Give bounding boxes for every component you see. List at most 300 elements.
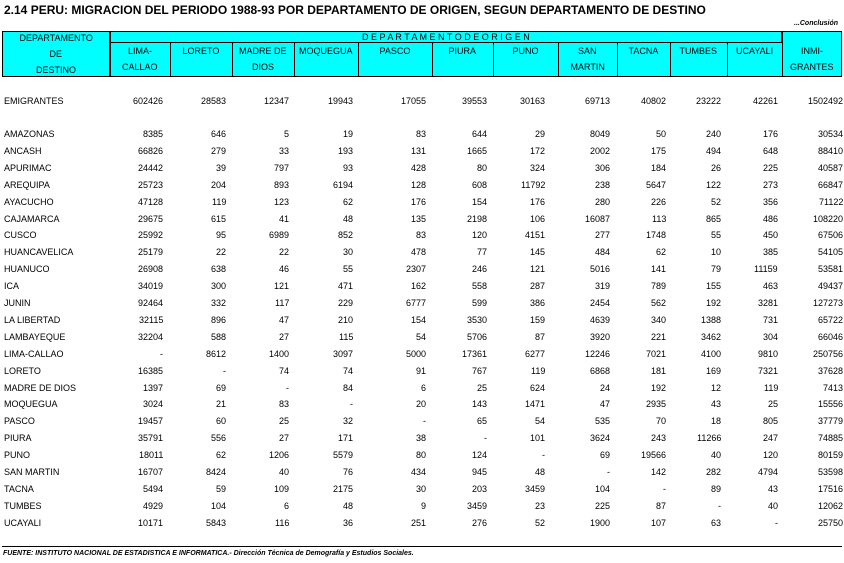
table-row-cell: 5494	[143, 483, 164, 494]
table-row-cell: 41	[279, 213, 290, 224]
table-row-cell: 154	[411, 314, 427, 325]
table-row-cell: 615	[211, 213, 227, 224]
table-row-cell: 176	[530, 196, 546, 207]
table-row-cell: 8385	[143, 129, 164, 139]
emigrantes-row-cell: 23222	[696, 96, 722, 106]
table-row-cell: 22	[216, 247, 227, 258]
table-row-cell: 35791	[138, 433, 164, 444]
table-row-cell: 5	[284, 129, 290, 139]
table-row-cell: 18	[711, 416, 722, 427]
table-row-cell: 40	[768, 500, 779, 511]
table-row-cell: 4100	[701, 348, 722, 359]
table-row-label: JUNIN	[4, 298, 31, 308]
table-row-cell: 276	[472, 517, 488, 528]
table-row-cell: 63	[711, 517, 722, 528]
table-row-label: LAMBAYEQUE	[4, 331, 66, 342]
table-row-cell: 62	[343, 196, 354, 207]
table-row-cell: -	[286, 382, 289, 393]
table-row-cell: 287	[530, 281, 546, 292]
table-row-cell: 20	[416, 399, 427, 410]
table-row-label: LORETO	[4, 365, 41, 376]
table-row-cell: 15556	[818, 399, 844, 410]
table-row-cell: 176	[411, 196, 427, 207]
table-row-cell: 122	[706, 179, 722, 190]
table-row-cell: 32	[343, 416, 354, 427]
origen-column-label: MADRE DE	[239, 46, 287, 56]
table-row-cell: 26908	[138, 264, 164, 275]
table-row-cell: 896	[211, 314, 227, 325]
emigrantes-row-cell: 40802	[641, 96, 667, 106]
table-row-cell: 116	[275, 517, 290, 528]
table-row-cell: 104	[211, 500, 227, 511]
table-row-cell: 8049	[590, 129, 611, 139]
table-row-label: MOQUEGUA	[4, 399, 58, 410]
table-row-cell: 121	[274, 281, 290, 292]
table-row-cell: 494	[706, 145, 722, 156]
table-row-cell: 3097	[333, 348, 354, 359]
table-row-cell: 83	[416, 230, 427, 241]
table-row-cell: 77	[477, 247, 488, 258]
table-title: 2.14 PERU: MIGRACION DEL PERIODO 1988-93 POR DEPARTAMENTO DE ORIGEN, SEGUN DEPARTAMENTO DE DESTINO	[4, 3, 706, 17]
table-row-cell: 2198	[467, 213, 488, 224]
table-row-cell: 193	[338, 145, 354, 156]
table-row-cell: 23	[535, 500, 546, 511]
table-row-cell: 135	[411, 213, 427, 224]
table-row-cell: 1748	[646, 230, 667, 241]
table-row-cell: 5647	[646, 179, 667, 190]
table-row-cell: 66046	[818, 331, 844, 342]
table-row-cell: 6	[421, 382, 427, 393]
emigrantes-row-cell: 30163	[520, 96, 546, 106]
table-row-cell: 47	[600, 399, 611, 410]
table-row-cell: 19457	[138, 416, 164, 427]
table-row-cell: 356	[763, 196, 779, 207]
table-row-label: PUNO	[4, 450, 31, 461]
origen-column-label: DIOS	[252, 62, 275, 72]
table-row-cell: 599	[472, 298, 488, 308]
table-row-cell: 4639	[590, 314, 611, 325]
table-row-cell: 6777	[406, 298, 427, 308]
table-row-cell: 1388	[701, 314, 722, 325]
table-row-cell: 280	[595, 196, 611, 207]
origen-column-label: MOQUEGUA	[299, 46, 353, 56]
table-row-cell: 87	[535, 331, 546, 342]
table-row-cell: 62	[656, 247, 667, 258]
source-footnote: FUENTE: INSTITUTO NACIONAL DE ESTADISTICA E INFORMATICA.- Dirección Técnica de Demografía y Estudios Sociales.	[3, 550, 414, 557]
table-row-cell: 3459	[467, 500, 488, 511]
table-row-cell: 48	[343, 500, 354, 511]
table-row-cell: 59	[216, 483, 227, 494]
table-row-cell: 83	[416, 129, 427, 139]
table-row-cell: 945	[472, 467, 488, 477]
table-row-cell: 21	[216, 399, 227, 410]
table-row-cell: 87	[656, 500, 667, 511]
table-row-cell: 17361	[462, 348, 488, 359]
table-row-cell: 10171	[138, 517, 164, 528]
table-row-cell: -	[542, 450, 545, 461]
table-row-cell: 142	[651, 467, 667, 477]
table-row-label: TACNA	[4, 483, 34, 494]
table-row-cell: 1900	[590, 517, 611, 528]
table-row-cell: 83	[279, 399, 290, 410]
table-row-cell: 731	[763, 314, 779, 325]
table-row-label: LA LIBERTAD	[4, 314, 61, 325]
table-row-cell: 4151	[525, 230, 546, 241]
table-row-cell: 3624	[590, 433, 611, 444]
table-row-cell: 80	[477, 162, 488, 173]
table-row-cell: -	[423, 416, 426, 427]
table-row-cell: 3024	[143, 399, 164, 410]
table-row-cell: 48	[535, 467, 546, 477]
table-row-cell: 37628	[818, 365, 844, 376]
table-row-cell: 203	[472, 483, 488, 494]
emigrantes-row-cell: 17055	[401, 96, 427, 106]
origen-column-label: TUMBES	[679, 46, 718, 56]
table-row-cell: 40	[279, 467, 290, 477]
table-row-cell: 608	[472, 179, 488, 190]
table-row-cell: 852	[338, 230, 354, 241]
table-row-label: AYACUCHO	[4, 196, 54, 207]
table-row-cell: 145	[530, 247, 546, 258]
table-row-cell: 40	[711, 450, 722, 461]
table-row-cell: 115	[339, 331, 354, 342]
table-row-cell: 3920	[590, 331, 611, 342]
table-row-cell: 109	[274, 483, 290, 494]
table-row-cell: 66826	[138, 145, 164, 156]
table-row-cell: 192	[651, 382, 667, 393]
table-row-cell: 25	[768, 399, 779, 410]
table-row-cell: 644	[472, 129, 488, 139]
table-row-cell: 204	[211, 179, 227, 190]
table-row-cell: 37779	[818, 416, 844, 427]
total-header-label: GRANTES	[790, 62, 834, 72]
table-row-cell: 95	[216, 230, 227, 241]
table-row-cell: 48	[343, 213, 354, 224]
table-row-cell: 273	[763, 179, 779, 190]
table-row-cell: 4929	[143, 500, 164, 511]
table-row-cell: 6	[284, 500, 290, 511]
origen-column-label: SAN	[578, 46, 597, 56]
table-row-cell: 4794	[758, 467, 779, 477]
table-row-cell: 76	[343, 467, 354, 477]
table-row-cell: 54	[416, 331, 427, 342]
table-row-cell: 8424	[206, 467, 227, 477]
table-row-cell: 11266	[697, 433, 722, 444]
table-row-cell: 159	[530, 314, 546, 325]
origen-column-label: CALLAO	[122, 62, 158, 72]
table-row-cell: 251	[411, 517, 427, 528]
table-row-label: CAJAMARCA	[4, 213, 60, 224]
table-row-cell: 69	[216, 382, 227, 393]
table-row-cell: 478	[411, 247, 427, 258]
table-row-cell: 450	[763, 230, 779, 241]
table-row-cell: 5000	[406, 348, 427, 359]
table-row-cell: 47128	[138, 196, 164, 207]
table-row-cell: 434	[411, 467, 427, 477]
origen-column-label: PUNO	[512, 46, 539, 56]
table-row-label: ANCASH	[4, 145, 42, 156]
table-row-cell: 40587	[818, 162, 844, 173]
emigrantes-row-cell: 42261	[753, 96, 779, 106]
table-row-cell: 66847	[818, 179, 844, 190]
table-row-cell: 12246	[585, 348, 611, 359]
table-row-cell: 7413	[823, 382, 844, 393]
table-row-cell: -	[484, 433, 487, 444]
table-row-cell: 428	[411, 162, 427, 173]
origen-column-label: PIURA	[448, 46, 477, 56]
table-row-cell: 80	[416, 450, 427, 461]
table-row-cell: 119	[764, 382, 779, 393]
table-row-cell: 55	[711, 230, 722, 241]
table-row-cell: 1665	[467, 145, 488, 156]
table-row-cell: 1397	[143, 382, 164, 393]
table-row-cell: -	[718, 500, 721, 511]
table-row-cell: 39	[216, 162, 227, 173]
table-row-cell: 50	[656, 129, 667, 139]
table-row-cell: 69	[600, 450, 611, 461]
table-row-cell: 340	[651, 314, 667, 325]
table-row-cell: 229	[338, 298, 354, 308]
table-row-cell: 19	[343, 129, 354, 139]
table-row-cell: 3462	[701, 331, 722, 342]
table-row-cell: 162	[411, 281, 427, 292]
table-row-label: APURIMAC	[4, 162, 52, 173]
table-row-cell: -	[775, 517, 778, 528]
table-row-cell: 108220	[813, 213, 844, 224]
emigrantes-row-label: EMIGRANTES	[4, 96, 64, 106]
table-row-cell: 49437	[818, 281, 844, 292]
table-row-label: AREQUIPA	[4, 179, 50, 190]
table-row-cell: 74	[343, 365, 354, 376]
table-row-label: ICA	[4, 281, 20, 292]
table-row-cell: 25	[477, 382, 488, 393]
table-row-cell: 9810	[758, 348, 779, 359]
table-row-label: LIMA-CALLAO	[4, 348, 64, 359]
table-row-label: MADRE DE DIOS	[4, 382, 77, 393]
table-row-cell: 88410	[818, 145, 844, 156]
table-row-cell: 54105	[818, 247, 844, 258]
table-row-cell: 2935	[646, 399, 667, 410]
emigrantes-row-cell: 69713	[585, 96, 611, 106]
table-row-cell: -	[663, 483, 666, 494]
table-row-cell: 104	[595, 483, 611, 494]
table-row-cell: 34019	[138, 281, 164, 292]
table-row-cell: 101	[530, 433, 546, 444]
origen-band-label: D E P A R T A M E N T O D E O R I G E N	[362, 32, 530, 42]
table-row-cell: 70	[656, 416, 667, 427]
origen-column-label: PASCO	[379, 46, 411, 56]
table-row-cell: 30	[343, 247, 354, 258]
table-row-cell: 67506	[818, 230, 844, 241]
table-row-cell: 767	[472, 365, 488, 376]
table-row-label: UCAYALI	[4, 517, 42, 528]
emigrantes-row-cell: 602426	[133, 96, 164, 106]
total-header-label: INMI-	[801, 46, 823, 56]
table-row-cell: 32115	[139, 314, 164, 325]
table-row-cell: 1206	[269, 450, 290, 461]
table-row-cell: 131	[411, 145, 427, 156]
table-row-cell: 62	[216, 450, 227, 461]
table-row-cell: 6277	[525, 348, 546, 359]
table-row-cell: 119	[212, 196, 227, 207]
table-row-cell: 55	[343, 264, 354, 275]
table-row-cell: 12	[711, 382, 722, 393]
table-row-cell: 1471	[525, 399, 546, 410]
table-row-cell: 121	[530, 264, 546, 275]
table-row-cell: 2307	[406, 264, 427, 275]
table-row-cell: 865	[706, 213, 722, 224]
table-row-cell: 113	[652, 213, 667, 224]
table-row-cell: 169	[706, 365, 722, 376]
footer-divider	[2, 546, 842, 547]
table-row-cell: 7321	[758, 365, 779, 376]
table-row-cell: 17516	[818, 483, 844, 494]
table-row-cell: 3459	[525, 483, 546, 494]
table-row-cell: 47	[279, 314, 290, 325]
destino-header-label: DEPARTAMENTO	[19, 33, 93, 43]
table-row-cell: 2002	[590, 145, 611, 156]
table-row-cell: 29	[535, 129, 546, 139]
table-row-cell: 171	[338, 433, 354, 444]
table-row-cell: 176	[763, 129, 779, 139]
emigrantes-row-cell: 12347	[264, 96, 290, 106]
table-row-cell: 3281	[758, 298, 779, 308]
table-row-cell: 120	[763, 450, 779, 461]
table-row-cell: 11792	[521, 179, 546, 190]
table-row-cell: 16385	[138, 365, 164, 376]
table-row-label: PIURA	[4, 433, 32, 444]
table-row-cell: 5016	[590, 264, 611, 275]
table-row-cell: 484	[595, 247, 611, 258]
table-row-cell: 181	[651, 365, 667, 376]
table-row-cell: 648	[763, 145, 779, 156]
table-row-cell: 123	[274, 196, 290, 207]
table-row-cell: 306	[595, 162, 611, 173]
table-row-cell: -	[607, 467, 610, 477]
table-row-cell: 46	[279, 264, 290, 275]
table-row-cell: 43	[711, 399, 722, 410]
table-row-cell: 556	[211, 433, 227, 444]
table-row-cell: 282	[706, 467, 722, 477]
table-row-cell: 80159	[818, 450, 844, 461]
table-row-cell: 558	[472, 281, 488, 292]
table-row-cell: -	[350, 399, 353, 410]
table-row-cell: 250756	[813, 348, 844, 359]
table-row-cell: 638	[211, 264, 227, 275]
table-row-cell: 27	[279, 331, 290, 342]
destino-header-label: DE	[49, 49, 63, 59]
table-row-cell: 324	[530, 162, 546, 173]
table-row-cell: 71122	[819, 196, 844, 207]
table-row-cell: 279	[211, 145, 227, 156]
table-row-cell: 60	[216, 416, 227, 427]
table-row-cell: 210	[338, 314, 354, 325]
table-row-cell: 32204	[138, 331, 164, 342]
table-row-cell: 225	[595, 500, 611, 511]
table-row-cell: 6868	[590, 365, 611, 376]
table-row-cell: 19566	[641, 450, 667, 461]
table-row-cell: 119	[531, 365, 546, 376]
table-row-cell: 247	[763, 433, 779, 444]
origen-column-label: UCAYALI	[736, 46, 774, 56]
table-row-cell: 141	[651, 264, 667, 275]
table-row-cell: 52	[711, 196, 722, 207]
table-row-cell: 24442	[138, 162, 164, 173]
table-row-cell: 155	[706, 281, 722, 292]
table-row-cell: 7021	[646, 348, 667, 359]
table-row-cell: 93	[343, 162, 354, 173]
table-row-cell: 588	[211, 331, 227, 342]
table-row-cell: 304	[763, 331, 779, 342]
table-row-cell: 646	[211, 129, 227, 139]
table-row-cell: 89	[711, 483, 722, 494]
destino-header-label: DESTINO	[36, 65, 77, 75]
table-row-cell: 184	[651, 162, 667, 173]
table-row-cell: 225	[763, 162, 779, 173]
table-row-cell: 471	[338, 281, 354, 292]
table-row-cell: 172	[530, 145, 546, 156]
table-row-cell: 5579	[333, 450, 354, 461]
table-row-cell: 221	[651, 331, 667, 342]
table-row-cell: 226	[651, 196, 667, 207]
table-row-cell: 25	[279, 416, 290, 427]
table-row-label: CUSCO	[4, 230, 37, 241]
emigrantes-row-cell: 19943	[328, 96, 354, 106]
table-row-cell: 84	[343, 382, 354, 393]
table-row-cell: 128	[411, 179, 427, 190]
table-row-cell: 332	[211, 298, 227, 308]
table-row-cell: 277	[595, 230, 611, 241]
table-row-cell: 43	[768, 483, 779, 494]
table-row-cell: 300	[211, 281, 227, 292]
emigrantes-row-cell: 39553	[462, 96, 488, 106]
table-row-cell: 2175	[333, 483, 354, 494]
table-row-cell: 74885	[818, 433, 844, 444]
table-row-cell: 154	[472, 196, 488, 207]
table-row-cell: 893	[274, 179, 290, 190]
table-row-cell: 25179	[138, 247, 164, 258]
table-row-cell: 53581	[818, 264, 844, 275]
table-row-cell: 1400	[269, 348, 290, 359]
table-row-label: AMAZONAS	[4, 129, 55, 139]
table-row-cell: 24	[600, 382, 611, 393]
table-row-cell: 805	[763, 416, 779, 427]
origen-column-label: MARTIN	[570, 62, 605, 72]
table-row-cell: 10	[711, 247, 722, 258]
origen-column-label: LIMA-	[128, 46, 153, 56]
table-row-cell: 16707	[138, 467, 164, 477]
table-row-cell: 106	[530, 213, 546, 224]
conclusion-note: ...Conclusión	[794, 20, 838, 27]
table-row-cell: 65722	[818, 314, 844, 325]
table-row-cell: 30534	[818, 129, 844, 139]
table-header	[0, 31, 844, 77]
origen-column-label: TACNA	[628, 46, 659, 56]
table-row-cell: 386	[530, 298, 546, 308]
origen-column-label: LORETO	[182, 46, 220, 56]
table-row-cell: 33	[279, 145, 290, 156]
table-row-cell: 127273	[813, 298, 844, 308]
table-row-cell: 26	[711, 162, 722, 173]
table-row-cell: 91	[416, 365, 427, 376]
table-row-cell: 22	[279, 247, 290, 258]
table-row-cell: 25750	[818, 517, 844, 528]
table-row-cell: 54	[535, 416, 546, 427]
table-row-cell: 240	[706, 129, 722, 139]
table-row-cell: 65	[477, 416, 488, 427]
table-row-cell: 8612	[206, 348, 227, 359]
table-row-cell: 789	[651, 281, 667, 292]
